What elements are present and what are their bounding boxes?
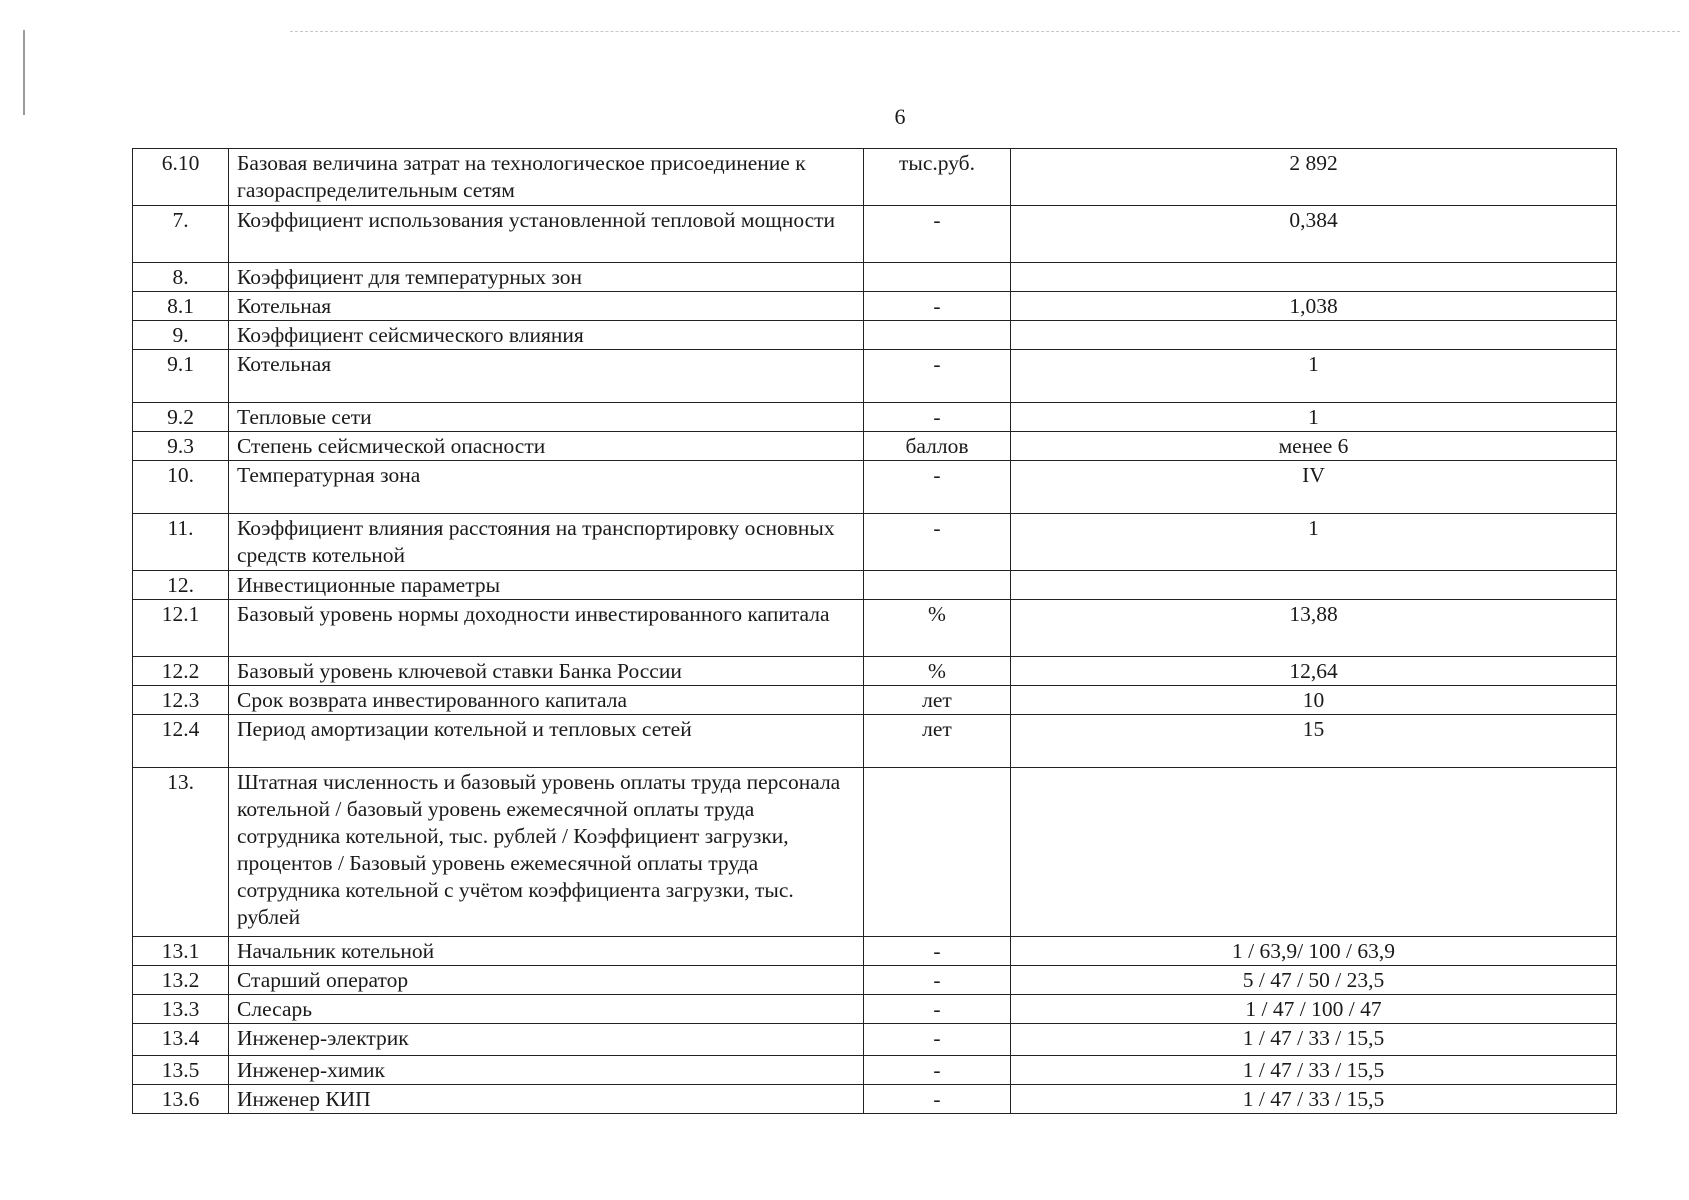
row-unit: - [864,937,1011,966]
row-value [1011,571,1617,600]
row-unit: тыс.руб. [864,149,1011,206]
row-unit: - [864,1056,1011,1085]
row-unit: лет [864,715,1011,768]
table-row [133,1056,1617,1085]
table-row [133,461,1617,514]
row-number: 13.1 [133,937,229,966]
row-number: 13.2 [133,966,229,995]
table-row [133,995,1617,1024]
row-name: Базовая величина затрат на технологическое присоединение к газораспределительным сетям [229,149,864,206]
row-name: Начальник котельной [229,937,864,966]
row-number: 9.1 [133,350,229,403]
row-value [1011,321,1617,350]
table-row [133,571,1617,600]
row-unit: - [864,995,1011,1024]
row-number: 12.3 [133,686,229,715]
scan-artifact-left [23,30,25,115]
row-number: 13.3 [133,995,229,1024]
row-unit: - [864,1024,1011,1056]
row-name: Старший оператор [229,966,864,995]
row-unit [864,321,1011,350]
row-number: 12.4 [133,715,229,768]
row-unit: - [864,966,1011,995]
row-name: Коэффициент сейсмического влияния [229,321,864,350]
row-unit: % [864,600,1011,657]
row-number: 8. [133,263,229,292]
row-value: 1 / 47 / 33 / 15,5 [1011,1056,1617,1085]
row-value: менее 6 [1011,432,1617,461]
table-row [133,1024,1617,1056]
row-name: Слесарь [229,995,864,1024]
row-number: 6.10 [133,149,229,206]
row-number: 10. [133,461,229,514]
row-number: 13.4 [133,1024,229,1056]
row-unit: - [864,1085,1011,1114]
table-row [133,432,1617,461]
row-value: 5 / 47 / 50 / 23,5 [1011,966,1617,995]
row-unit [864,768,1011,937]
row-value: 1 / 47 / 100 / 47 [1011,995,1617,1024]
scan-artifact-top [290,31,1680,32]
row-name: Штатная численность и базовый уровень оплаты труда персонала котельной / базовый уровень ежемесячной оплаты труда сотрудника котельной, тыс. рублей / Коэффициент загрузки, процентов / Базовый уровень ежемесячной оплаты труда сотрудника котельной с учётом коэффициента загрузки, тыс. рублей [229,768,864,937]
page-number: 6 [894,104,906,129]
row-number: 8.1 [133,292,229,321]
row-name: Котельная [229,292,864,321]
row-name: Инвестиционные параметры [229,571,864,600]
table-row [133,1085,1617,1114]
table-row [133,657,1617,686]
row-unit: баллов [864,432,1011,461]
row-unit: - [864,206,1011,263]
table-row [133,350,1617,403]
row-unit: - [864,350,1011,403]
row-name: Коэффициент влияния расстояния на транспортировку основных средств котельной [229,514,864,571]
row-unit: лет [864,686,1011,715]
row-name: Тепловые сети [229,403,864,432]
row-value: 0,384 [1011,206,1617,263]
row-value: 1 / 47 / 33 / 15,5 [1011,1085,1617,1114]
row-name: Инженер-электрик [229,1024,864,1056]
row-unit: - [864,403,1011,432]
row-value: 1 [1011,350,1617,403]
row-name: Котельная [229,350,864,403]
row-value: IV [1011,461,1617,514]
row-name: Период амортизации котельной и тепловых сетей [229,715,864,768]
table-row [133,937,1617,966]
row-name: Степень сейсмической опасности [229,432,864,461]
row-name: Коэффициент для температурных зон [229,263,864,292]
row-number: 11. [133,514,229,571]
row-name: Температурная зона [229,461,864,514]
row-name: Инженер КИП [229,1085,864,1114]
table-row [133,686,1617,715]
row-value: 1 / 47 / 33 / 15,5 [1011,1024,1617,1056]
table-row [133,966,1617,995]
row-unit: - [864,514,1011,571]
row-number: 13.6 [133,1085,229,1114]
row-unit [864,263,1011,292]
row-value: 1 [1011,514,1617,571]
row-value: 1 [1011,403,1617,432]
table-row [133,403,1617,432]
table-row [133,600,1617,657]
row-value: 10 [1011,686,1617,715]
row-name: Базовый уровень нормы доходности инвестированного капитала [229,600,864,657]
row-number: 12.2 [133,657,229,686]
row-value: 1 / 63,9/ 100 / 63,9 [1011,937,1617,966]
row-number: 9.2 [133,403,229,432]
table-row [133,321,1617,350]
row-number: 12.1 [133,600,229,657]
row-name: Коэффициент использования установленной тепловой мощности [229,206,864,263]
row-value: 13,88 [1011,600,1617,657]
table-row [133,263,1617,292]
table-row [133,514,1617,571]
row-unit [864,571,1011,600]
row-number: 9.3 [133,432,229,461]
row-unit: - [864,292,1011,321]
table-row [133,149,1617,206]
row-number: 9. [133,321,229,350]
row-number: 12. [133,571,229,600]
table-row [133,715,1617,768]
row-number: 13.5 [133,1056,229,1085]
table-row [133,292,1617,321]
row-number: 13. [133,768,229,937]
row-value: 1,038 [1011,292,1617,321]
row-number: 7. [133,206,229,263]
row-value: 2 892 [1011,149,1617,206]
row-name: Инженер-химик [229,1056,864,1085]
row-value: 12,64 [1011,657,1617,686]
row-name: Срок возврата инвестированного капитала [229,686,864,715]
table-row [133,768,1617,937]
row-unit: - [864,461,1011,514]
row-value: 15 [1011,715,1617,768]
row-unit: % [864,657,1011,686]
row-value [1011,768,1617,937]
row-name: Базовый уровень ключевой ставки Банка России [229,657,864,686]
table-row [133,206,1617,263]
row-value [1011,263,1617,292]
parameters-table [132,148,1617,1114]
